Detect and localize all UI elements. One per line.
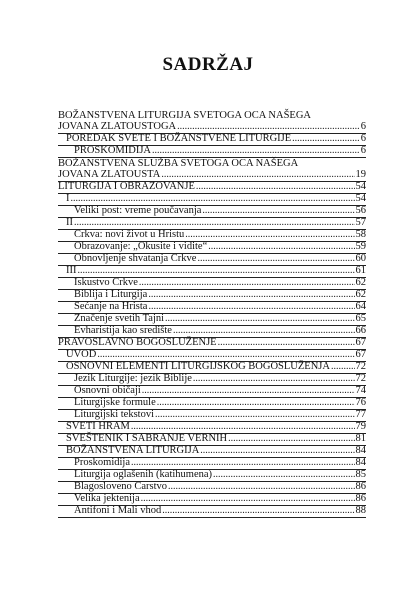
toc-entry-title: JOVANA ZLATOUSTA <box>58 169 161 180</box>
dot-leader <box>213 469 354 481</box>
dot-leader <box>200 445 354 457</box>
dot-leader <box>168 481 354 493</box>
toc-entry-title: Liturgijske formule <box>74 397 156 408</box>
toc-entry-title: Iskustvo Crkve <box>74 277 138 288</box>
dot-leader <box>196 181 355 193</box>
toc-entry-page: 54 <box>355 193 366 204</box>
toc-entry-page: 6 <box>360 133 366 144</box>
toc-entry-title: Obnovljenje shvatanja Crkve <box>74 253 197 264</box>
dot-leader <box>228 433 354 445</box>
toc-entry-title: BOŽANSTVENA LITURGIJA <box>66 445 200 456</box>
toc-entry-page: 54 <box>355 181 366 192</box>
toc-entry-page: 60 <box>355 253 366 264</box>
toc-entry-title: Obrazovanje: „Okusite i vidite“ <box>74 241 208 252</box>
dot-leader <box>148 301 354 313</box>
dot-leader <box>74 217 355 229</box>
dot-leader <box>78 265 355 277</box>
toc-entry-page: 56 <box>355 205 366 216</box>
toc-entry-title: Liturgijski tekstovi <box>74 409 155 420</box>
toc-entry-page: 61 <box>355 265 366 276</box>
toc-entry-page: 85 <box>355 469 366 480</box>
dot-leader <box>148 289 354 301</box>
dot-leader <box>97 349 354 361</box>
toc-entry-page: 86 <box>355 493 366 504</box>
toc-entry-page: 62 <box>355 289 366 300</box>
toc-entry-page: 65 <box>355 313 366 324</box>
dot-leader <box>177 121 360 133</box>
dot-leader <box>139 277 355 289</box>
toc-entry-page: 79 <box>355 421 366 432</box>
toc-entry-title: OSNOVNI ELEMENTI LITURGIJSKOG BOGOSLUŽENJA <box>66 361 330 372</box>
toc-entry-page: 76 <box>355 397 366 408</box>
dot-leader <box>208 241 354 253</box>
toc-entry-page: 84 <box>355 457 366 468</box>
dot-leader <box>152 145 360 157</box>
toc-entry-page: 74 <box>355 385 366 396</box>
toc-entry-title: Velika jektenija <box>74 493 140 504</box>
toc-entry-page: 59 <box>355 241 366 252</box>
toc-entry-title: Značenje svetih Tajni <box>74 313 165 324</box>
table-of-contents <box>58 110 366 518</box>
dot-leader <box>162 505 354 517</box>
toc-entry-page: 67 <box>355 337 366 348</box>
toc-entry-title: Proskomidija <box>74 457 131 468</box>
dot-leader <box>197 253 354 265</box>
toc-entry-page: 62 <box>355 277 366 288</box>
toc-entry-title: PROSKOMIDIJA <box>74 145 152 156</box>
toc-entry-title: Jezik Liturgije: jezik Biblije <box>74 373 192 384</box>
toc-entry-page: 77 <box>355 409 366 420</box>
toc-entry-page: 58 <box>355 229 366 240</box>
toc-entry-page: 64 <box>355 301 366 312</box>
toc-entry-title: BOŽANSTVENA LITURGIJA SVETOGA OCA NAŠEGA <box>58 110 311 121</box>
toc-entry-title: Liturgija oglašenih (katihumena) <box>74 469 213 480</box>
dot-leader <box>193 373 355 385</box>
toc-entry-page: 19 <box>355 169 366 180</box>
toc-entry-title: Crkva: novi život u Hristu <box>74 229 185 240</box>
toc-entry-title: Evharistija kao središte <box>74 325 172 336</box>
toc-entry-title: Blagosloveno Carstvo <box>74 481 168 492</box>
toc-entry-title: Sećanje na Hrista <box>74 301 148 312</box>
toc-entry-title: II <box>66 217 73 228</box>
dot-leader <box>218 337 355 349</box>
dot-leader <box>331 361 355 373</box>
dot-leader <box>185 229 354 241</box>
toc-entry-title: JOVANA ZLATOUSTOGA <box>58 121 177 132</box>
toc-entry-page: 88 <box>355 505 366 516</box>
toc-entry-title: Antifoni i Mali vhod <box>74 505 162 516</box>
toc-entry-title: BOŽANSTVENA SLUŽBA SVETOGA OCA NAŠEGA <box>58 158 299 169</box>
toc-entry-title: PRAVOSLAVNO BOGOSLUŽENJE <box>58 337 217 348</box>
dot-leader <box>141 493 355 505</box>
toc-entry <box>58 506 366 518</box>
toc-entry-page: 57 <box>355 217 366 228</box>
toc-entry-page: 81 <box>355 433 366 444</box>
toc-entry-title: SVETI HRAM <box>66 421 130 432</box>
dot-leader <box>202 205 354 217</box>
toc-entry-title: Osnovni običaji <box>74 385 141 396</box>
toc-entry-title: Veliki post: vreme poučavanja <box>74 205 202 216</box>
toc-entry-title: I <box>66 193 70 204</box>
dot-leader <box>292 133 360 145</box>
toc-entry-page: 86 <box>355 481 366 492</box>
toc-entry-page: 67 <box>355 349 366 360</box>
dot-leader <box>165 313 354 325</box>
dot-leader <box>71 193 355 205</box>
toc-entry-title: LITURGIJA I OBRAZOVANJE <box>58 181 195 192</box>
toc-entry-page: 66 <box>355 325 366 336</box>
dot-leader <box>142 385 355 397</box>
toc-entry-page: 72 <box>355 373 366 384</box>
toc-entry-page: 84 <box>355 445 366 456</box>
toc-entry-page: 72 <box>355 361 366 372</box>
toc-entry-title: UVOD <box>66 349 97 360</box>
toc-entry-page: 6 <box>360 121 366 132</box>
toc-entry-title: Biblija i Liturgija <box>74 289 148 300</box>
toc-entry-title: POREDAK SVETE I BOŽANSTVENE LITURGIJE <box>66 133 292 144</box>
page-title: SADRŽAJ <box>162 54 254 75</box>
dot-leader <box>161 169 354 181</box>
dot-leader <box>131 457 354 469</box>
dot-leader <box>155 409 354 421</box>
dot-leader <box>173 325 355 337</box>
toc-entry-page: 6 <box>360 145 366 156</box>
dot-leader <box>131 421 355 433</box>
toc-entry-title: SVEŠTENIK I SABRANJE VERNIH <box>66 433 228 444</box>
toc-entry-title: III <box>66 265 77 276</box>
dot-leader <box>157 397 355 409</box>
toc-entry <box>58 146 366 158</box>
